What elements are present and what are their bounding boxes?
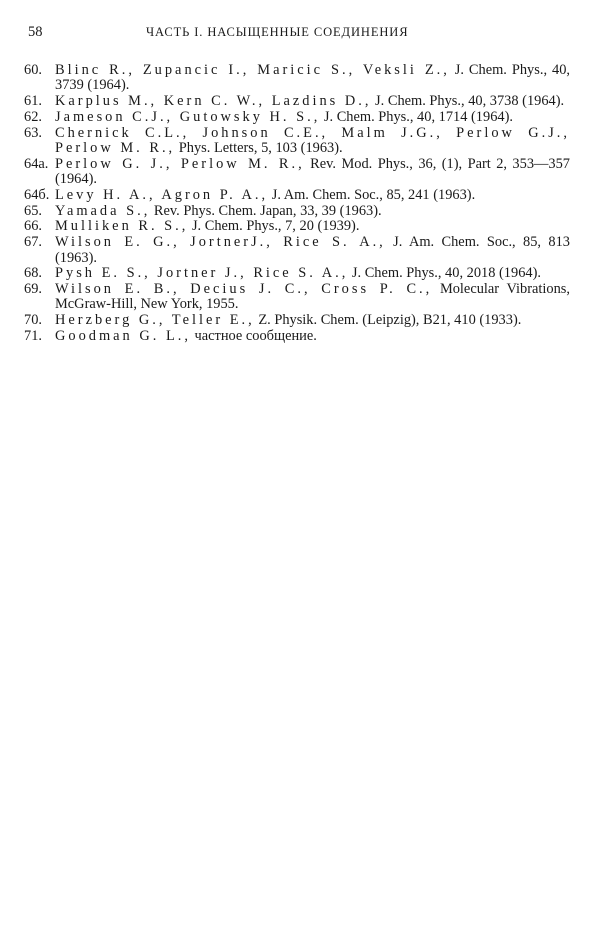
reference-item bbox=[24, 110, 570, 125]
reference-number: 71. bbox=[24, 328, 42, 345]
reference-number: 68. bbox=[24, 265, 42, 282]
reference-source: J. Am. Chem. Soc., 85, 241 (1963). bbox=[268, 186, 476, 203]
reference-number: 69. bbox=[24, 281, 42, 298]
reference-authors: Yamada S., bbox=[55, 202, 151, 219]
reference-item bbox=[24, 219, 570, 234]
reference-authors: Perlow G. J., Perlow M. R., bbox=[55, 155, 305, 172]
reference-item bbox=[24, 188, 570, 203]
reference-source: Molecular Vibrations, McGraw-Hill, New York, 1955. bbox=[55, 281, 570, 313]
reference-number: 64б. bbox=[24, 186, 50, 203]
reference-number: 60. bbox=[24, 62, 42, 78]
reference-number: 65. bbox=[24, 202, 42, 219]
reference-source: J. Am. Chem. Soc., 85, 813 (1963). bbox=[55, 234, 570, 266]
reference-number: 67. bbox=[24, 234, 42, 251]
reference-number: 63. bbox=[24, 124, 42, 141]
reference-authors: Goodman G. L., bbox=[55, 328, 191, 345]
running-title: ЧАСТЬ I. НАСЫЩЕННЫЕ СОЕДИНЕНИЯ bbox=[146, 25, 409, 39]
reference-source: J. Chem. Phys., 7, 20 (1939). bbox=[188, 218, 360, 235]
reference-item bbox=[24, 63, 570, 94]
reference-number: 66. bbox=[24, 218, 42, 235]
reference-number: 62. bbox=[24, 108, 42, 125]
reference-source: Rev. Mod. Phys., 36, (1), Part 2, 353—357 (1964). bbox=[55, 155, 570, 188]
reference-authors: Mulliken R. S., bbox=[55, 218, 189, 235]
reference-number: 70. bbox=[24, 312, 42, 329]
reference-authors: Wilson E. G., JortnerJ., Rice S. A., bbox=[55, 234, 386, 251]
reference-item bbox=[24, 126, 570, 157]
reference-list bbox=[24, 63, 570, 344]
reference-authors: Blinc R., Zupancic I., Maricic S., Veksli Z., bbox=[55, 62, 450, 78]
reference-item bbox=[24, 235, 570, 266]
reference-item bbox=[24, 266, 570, 281]
reference-source: J. Chem. Phys., 40, 2018 (1964). bbox=[348, 265, 541, 282]
reference-authors: Pysh E. S., Jortner J., Rice S. A., bbox=[55, 265, 349, 282]
page-header bbox=[28, 24, 560, 42]
reference-source: J. Chem. Phys., 40, 3739 (1964). bbox=[55, 62, 570, 94]
reference-number: 61. bbox=[24, 93, 42, 110]
reference-item bbox=[24, 282, 570, 313]
reference-authors: Herzberg G., Teller E., bbox=[55, 312, 255, 329]
reference-source: J. Chem. Phys., 40, 1714 (1964). bbox=[320, 108, 513, 125]
reference-source: Phys. Letters, 5, 103 (1963). bbox=[175, 139, 343, 156]
reference-item bbox=[24, 313, 570, 328]
reference-authors: Karplus M., Kern C. W., Lazdins D., bbox=[55, 93, 372, 110]
reference-source: частное сообщение. bbox=[190, 328, 317, 345]
reference-source: Z. Physik. Chem. (Leipzig), B21, 410 (1933). bbox=[254, 312, 522, 329]
reference-authors: Chernick C.L., Johnson C.E., Malm J.G., Perlow G.J., Perlow M. R., bbox=[55, 124, 570, 156]
page-number: 58 bbox=[28, 24, 43, 40]
reference-item bbox=[24, 94, 570, 109]
reference-number: 64a. bbox=[24, 155, 49, 172]
reference-authors: Wilson E. B., Decius J. C., Cross P. C., bbox=[55, 281, 433, 298]
reference-item bbox=[24, 204, 570, 219]
reference-authors: Jameson C.J., Gutowsky H. S., bbox=[55, 108, 321, 125]
reference-item bbox=[24, 157, 570, 188]
reference-authors: Levy H. A., Agron P. A., bbox=[55, 186, 269, 203]
reference-source: Rev. Phys. Chem. Japan, 33, 39 (1963). bbox=[150, 202, 382, 219]
reference-source: J. Chem. Phys., 40, 3738 (1964). bbox=[371, 93, 565, 110]
reference-item bbox=[24, 329, 570, 344]
